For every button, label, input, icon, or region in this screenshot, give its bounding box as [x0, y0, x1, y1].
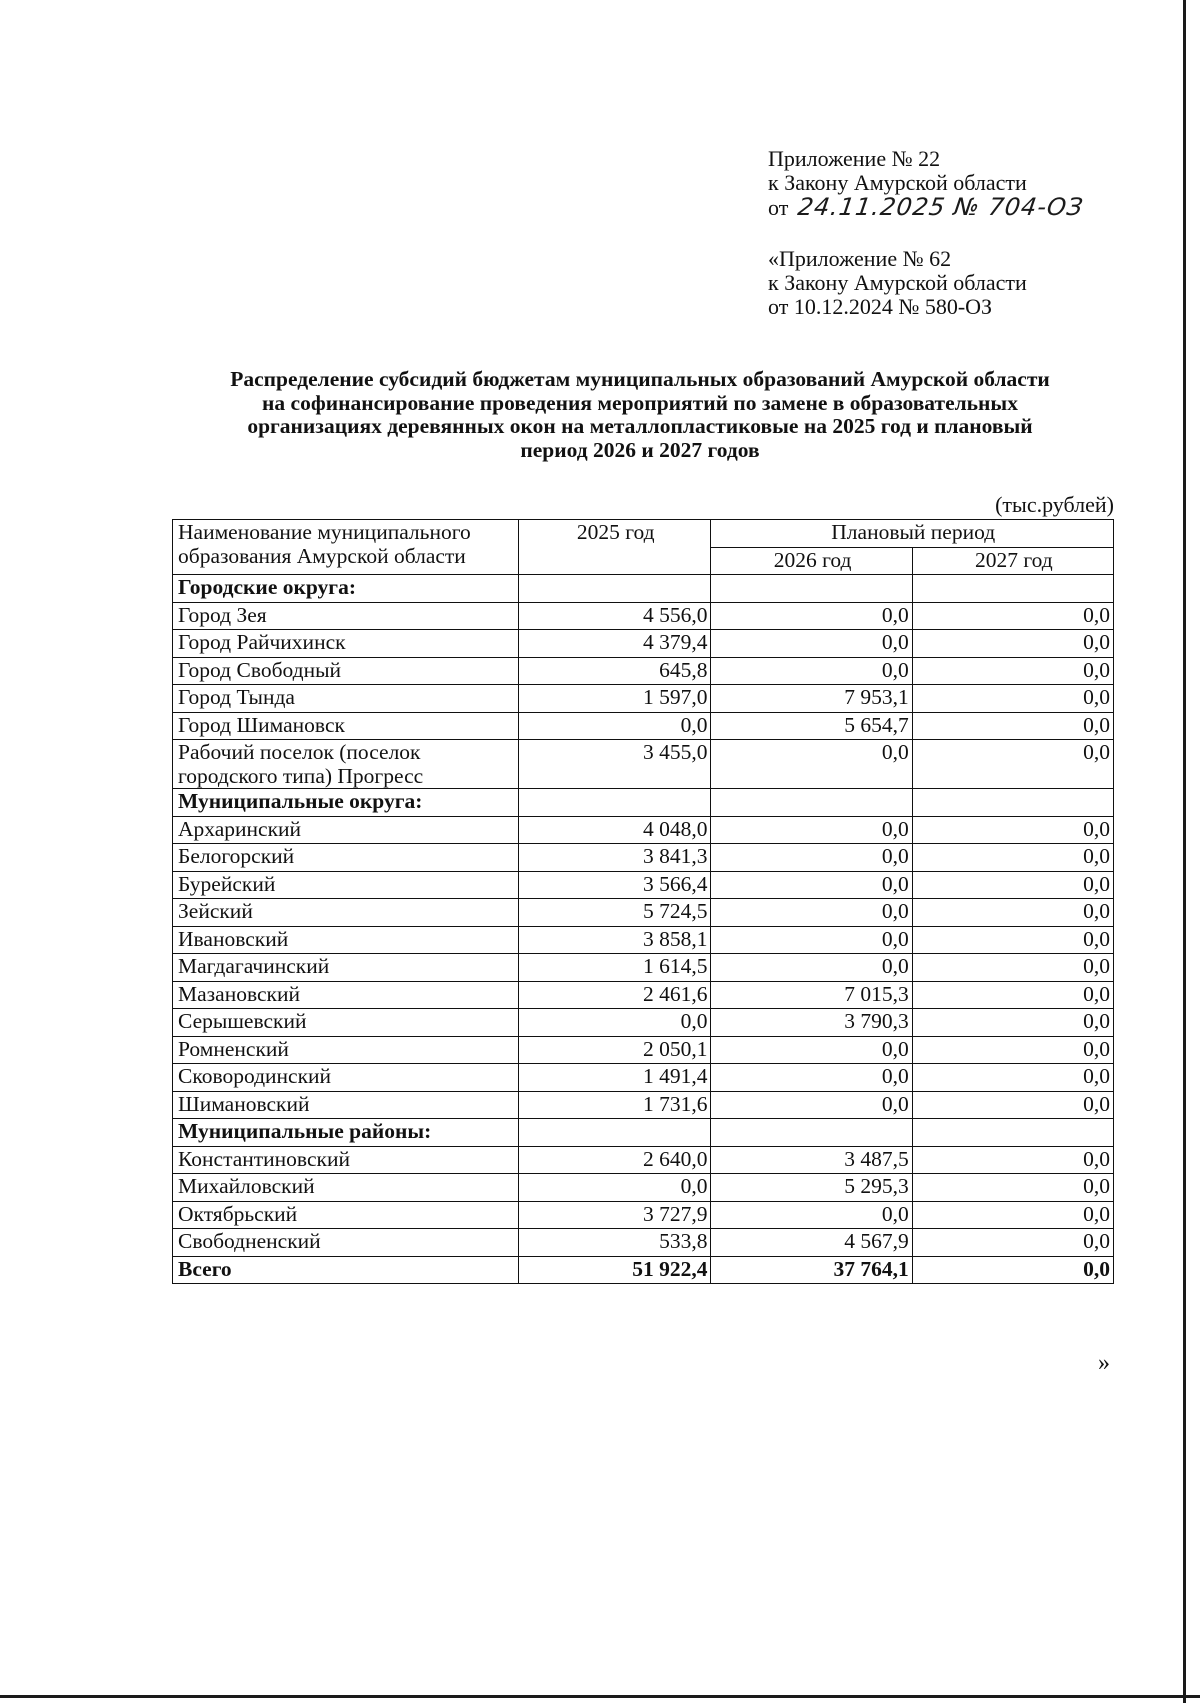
value-2025: 2 050,1	[519, 1036, 711, 1064]
value-2026: 7 015,3	[711, 981, 912, 1009]
value-2026: 5 295,3	[711, 1174, 912, 1202]
table-row	[173, 1201, 1114, 1229]
header-2025: 2025 год	[519, 520, 711, 575]
section-row	[173, 1119, 1114, 1147]
section-title: Муниципальные районы:	[173, 1119, 519, 1147]
municipality-name: Ромненский	[173, 1036, 519, 1064]
empty-cell	[711, 789, 912, 817]
page-edge-right	[1183, 0, 1186, 1703]
value-2027: 0,0	[912, 981, 1113, 1009]
empty-cell	[519, 575, 711, 603]
value-2027: 0,0	[912, 1201, 1113, 1229]
empty-cell	[912, 789, 1113, 817]
municipality-name: Мазановский	[173, 981, 519, 1009]
value-2025: 1 614,5	[519, 954, 711, 982]
total-2027: 0,0	[912, 1256, 1113, 1284]
closing-quote: »	[1098, 1350, 1110, 1376]
value-2025: 0,0	[519, 712, 711, 740]
value-2027: 0,0	[912, 1229, 1113, 1257]
total-2025: 51 922,4	[519, 1256, 711, 1284]
value-2025: 2 640,0	[519, 1146, 711, 1174]
value-2027: 0,0	[912, 899, 1113, 927]
header-2027: 2027 год	[912, 547, 1113, 575]
municipality-name: Константиновский	[173, 1146, 519, 1174]
table-row	[173, 954, 1114, 982]
municipality-name-line1: Рабочий поселок (поселок	[178, 740, 421, 764]
table-row	[173, 816, 1114, 844]
value-2025: 2 461,6	[519, 981, 711, 1009]
municipality-name: Шимановский	[173, 1091, 519, 1119]
municipality-name: Город Свободный	[173, 657, 519, 685]
header-name-cell	[173, 520, 519, 575]
value-2026: 0,0	[711, 1036, 912, 1064]
value-2026: 0,0	[711, 1091, 912, 1119]
municipality-name: Сковородинский	[173, 1064, 519, 1092]
value-2027: 0,0	[912, 1174, 1113, 1202]
value-2025: 3 858,1	[519, 926, 711, 954]
municipality-name: Город Шимановск	[173, 712, 519, 740]
value-2027: 0,0	[912, 926, 1113, 954]
attachment-line3	[768, 193, 1086, 221]
value-2027: 0,0	[912, 602, 1113, 630]
table-row	[173, 602, 1114, 630]
value-2027: 0,0	[912, 712, 1113, 740]
table-row	[173, 1146, 1114, 1174]
document-title	[160, 368, 1120, 462]
section-title: Муниципальные округа:	[173, 789, 519, 817]
value-2027: 0,0	[912, 1009, 1113, 1037]
value-2027: 0,0	[912, 1146, 1113, 1174]
title-line2: на софинансирование проведения мероприятий по замене в образовательных	[262, 390, 1018, 415]
table-row	[173, 871, 1114, 899]
empty-cell	[912, 1119, 1113, 1147]
empty-cell	[711, 1119, 912, 1147]
value-2026: 0,0	[711, 740, 912, 789]
value-2026: 0,0	[711, 816, 912, 844]
municipality-name: Октябрьский	[173, 1201, 519, 1229]
subsidy-table	[172, 519, 1114, 1284]
value-2027: 0,0	[912, 657, 1113, 685]
value-2027: 0,0	[912, 954, 1113, 982]
title-line3: организациях деревянных окон на металлопластиковые на 2025 год и плановый	[247, 414, 1033, 438]
value-2025: 533,8	[519, 1229, 711, 1257]
table-row	[173, 1174, 1114, 1202]
table-row	[173, 981, 1114, 1009]
value-2025: 5 724,5	[519, 899, 711, 927]
table-row	[173, 712, 1114, 740]
table-row	[173, 1036, 1114, 1064]
table-row	[173, 657, 1114, 685]
value-2027: 0,0	[912, 1036, 1113, 1064]
table-row	[173, 1009, 1114, 1037]
base-attachment-line3: от 10.12.2024 № 580-ОЗ	[768, 294, 993, 319]
value-2026: 4 567,9	[711, 1229, 912, 1257]
value-2026: 0,0	[711, 954, 912, 982]
municipality-name: Серышевский	[173, 1009, 519, 1037]
municipality-name: Михайловский	[173, 1174, 519, 1202]
municipality-name: Город Тында	[173, 685, 519, 713]
empty-cell	[519, 789, 711, 817]
value-2026: 3 487,5	[711, 1146, 912, 1174]
table-row	[173, 1064, 1114, 1092]
value-2025: 0,0	[519, 1009, 711, 1037]
empty-cell	[711, 575, 912, 603]
empty-cell	[519, 1119, 711, 1147]
value-2027: 0,0	[912, 1064, 1113, 1092]
value-2026: 0,0	[711, 1064, 912, 1092]
section-row	[173, 789, 1114, 817]
value-2026: 0,0	[711, 899, 912, 927]
value-2025: 1 597,0	[519, 685, 711, 713]
value-2026: 0,0	[711, 657, 912, 685]
municipality-name: Ивановский	[173, 926, 519, 954]
municipality-name: Магдагачинский	[173, 954, 519, 982]
table-row	[173, 1091, 1114, 1119]
header-2026: 2026 год	[711, 547, 912, 575]
page-edge-bottom	[0, 1695, 1200, 1698]
header-planned-period: Плановый период	[711, 520, 1114, 548]
value-2026: 0,0	[711, 602, 912, 630]
value-2026: 7 953,1	[711, 685, 912, 713]
value-2027: 0,0	[912, 1091, 1113, 1119]
value-2027: 0,0	[912, 685, 1113, 713]
value-2026: 0,0	[711, 1201, 912, 1229]
municipality-name: Архаринский	[173, 816, 519, 844]
value-2025: 4 048,0	[519, 816, 711, 844]
value-2025: 3 566,4	[519, 871, 711, 899]
municipality-name: Бурейский	[173, 871, 519, 899]
value-2026: 0,0	[711, 844, 912, 872]
value-2025: 1 731,6	[519, 1091, 711, 1119]
value-2025: 645,8	[519, 657, 711, 685]
value-2025: 3 841,3	[519, 844, 711, 872]
value-2027: 0,0	[912, 816, 1113, 844]
value-2025: 3 727,9	[519, 1201, 711, 1229]
table-row	[173, 630, 1114, 658]
municipality-name: Зейский	[173, 899, 519, 927]
base-attachment-line2: к Закону Амурской области	[768, 270, 1027, 295]
handwritten-date-number: 24.11.2025 № 704-ОЗ	[795, 193, 1086, 221]
attachment-line1: Приложение № 22	[768, 146, 941, 171]
header-name-line1: Наименование муниципального	[178, 520, 471, 544]
header-row-1	[173, 520, 1114, 548]
base-attachment-line1: «Приложение № 62	[768, 246, 952, 271]
title-line4: период 2026 и 2027 годов	[520, 437, 760, 462]
table-row	[173, 844, 1114, 872]
value-2025: 1 491,4	[519, 1064, 711, 1092]
value-2027: 0,0	[912, 740, 1113, 789]
attachment-block	[768, 146, 1086, 221]
value-2027: 0,0	[912, 844, 1113, 872]
section-row	[173, 575, 1114, 603]
municipality-name	[173, 740, 519, 789]
value-2025: 0,0	[519, 1174, 711, 1202]
municipality-name: Свободненский	[173, 1229, 519, 1257]
municipality-name: Город Зея	[173, 602, 519, 630]
value-2025: 3 455,0	[519, 740, 711, 789]
unit-label: (тыс.рублей)	[995, 492, 1114, 517]
municipality-name: Белогорский	[173, 844, 519, 872]
table-row	[173, 685, 1114, 713]
table-row	[173, 899, 1114, 927]
attachment-line2: к Закону Амурской области	[768, 170, 1027, 195]
table-row	[173, 740, 1114, 789]
total-label: Всего	[173, 1256, 519, 1284]
section-title: Городские округа:	[173, 575, 519, 603]
header-name-line2: образования Амурской области	[178, 544, 466, 568]
value-2025: 4 556,0	[519, 602, 711, 630]
value-2025: 4 379,4	[519, 630, 711, 658]
value-2026: 0,0	[711, 871, 912, 899]
empty-cell	[912, 575, 1113, 603]
value-2026: 0,0	[711, 630, 912, 658]
value-2027: 0,0	[912, 871, 1113, 899]
value-2026: 0,0	[711, 926, 912, 954]
title-line1: Распределение субсидий бюджетам муниципальных образований Амурской области	[230, 367, 1050, 391]
total-row	[173, 1256, 1114, 1284]
value-2026: 3 790,3	[711, 1009, 912, 1037]
value-2026: 5 654,7	[711, 712, 912, 740]
municipality-name: Город Райчихинск	[173, 630, 519, 658]
value-2027: 0,0	[912, 630, 1113, 658]
municipality-name-line2: городского типа) Прогресс	[178, 764, 424, 788]
table-row	[173, 926, 1114, 954]
attachment-prefix: от	[768, 195, 789, 220]
base-attachment-block	[768, 247, 1027, 319]
table-row	[173, 1229, 1114, 1257]
total-2026: 37 764,1	[711, 1256, 912, 1284]
